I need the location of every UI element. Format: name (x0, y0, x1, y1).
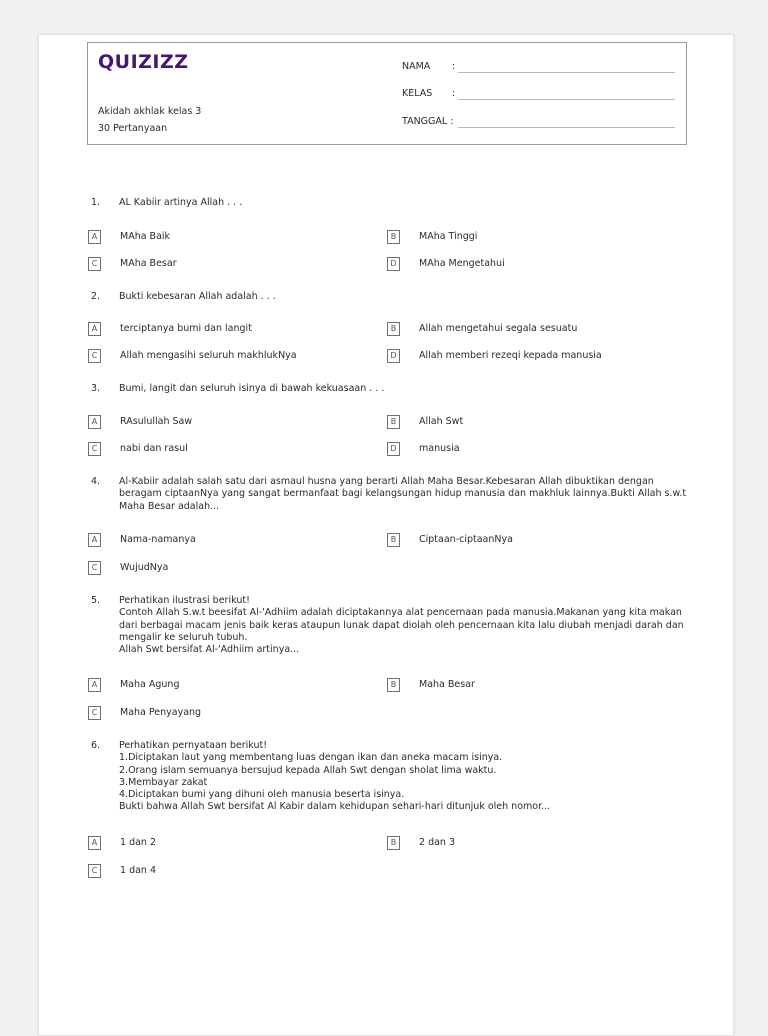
question-number: 4. (91, 476, 101, 487)
question-number: 6. (91, 740, 101, 751)
option-text: 1 dan 4 (120, 865, 157, 876)
option-letter-box: A (88, 533, 101, 547)
question-text: Perhatikan ilustrasi berikut! Contoh Allah S.w.t beesifat Al-'Adhiim adalah diciptakannya alat pencernaan pada manusia.Makanan yang kita makan dari berbagai macam jenis baik keras ataupun lunak dapat diolah oleh pencernaan kita lalu diubah menjadi darah dan mengalir ke seluruh tubuh. Allah Swt bersifat Al-'Adhiim artinya... (119, 595, 684, 656)
option-text: MAha Mengetahui (419, 258, 505, 269)
question-text: AL Kabiir artinya Allah . . . (119, 197, 243, 208)
option-letter-box: C (88, 706, 101, 720)
option-text: nabi dan rasul (120, 443, 188, 454)
quiz-title: Akidah akhlak kelas 3 (98, 106, 202, 117)
option-letter-box: C (88, 257, 101, 271)
class-label: KELAS (402, 88, 433, 99)
option-letter-box: A (88, 415, 101, 429)
option-letter-box: C (88, 349, 101, 363)
question-text: Al-Kabiir adalah salah satu dari asmaul husna yang berarti Allah Maha Besar.Kebesaran Allah dibuktikan dengan beragam ciptaanNya yang sangat bermanfaat bagi kelangsungan hidup manusia dan makhluk lainnya.Bukti Allah s.w.t Maha Besar adalah... (119, 476, 687, 512)
name-label: NAMA (402, 61, 431, 72)
option-text: Allah memberi rezeqi kepada manusia (419, 350, 602, 361)
option-text: terciptanya bumi dan langit (120, 323, 252, 334)
option-letter-box: B (387, 678, 400, 692)
option-text: RAsulullah Saw (120, 416, 193, 427)
option-text: Nama-namanya (120, 534, 196, 545)
option-text: WujudNya (120, 562, 169, 573)
option-letter-box: C (88, 442, 101, 456)
option-letter-box: B (387, 230, 400, 244)
header-box (87, 42, 687, 145)
option-text: Allah Swt (419, 416, 464, 427)
option-letter-box: D (387, 349, 400, 363)
option-text: MAha Baik (120, 231, 171, 242)
name-line[interactable] (458, 72, 675, 73)
option-letter-box: A (88, 836, 101, 850)
option-text: Maha Agung (120, 679, 180, 690)
option-letter-box: A (88, 230, 101, 244)
question-number: 1. (91, 197, 101, 208)
option-text: Maha Besar (419, 679, 475, 690)
option-letter-box: A (88, 678, 101, 692)
option-text: MAha Besar (120, 258, 177, 269)
question-text: Perhatikan pernyataan berikut! 1.Diciptakan laut yang membentang luas dengan ikan dan aneka macam isinya. 2.Orang islam semuanya bersujud kepada Allah Swt dengan sholat lima waktu. 3.Membayar zakat 4.Diciptakan bumi yang dihuni oleh manusia beserta isinya. Bukti bahwa Allah Swt bersifat Al Kabir dalam kehidupan sehari-hari ditunjuk oleh nomor... (119, 740, 551, 813)
question-count: 30 Pertanyaan (98, 123, 168, 134)
question-text: Bumi, langit dan seluruh isinya di bawah kekuasaan . . . (119, 383, 385, 394)
date-line[interactable] (458, 127, 675, 128)
question-number: 2. (91, 291, 101, 302)
option-text: Ciptaan-ciptaanNya (419, 534, 513, 545)
class-colon: : (452, 88, 456, 99)
option-text: Allah mengasihi seluruh makhlukNya (120, 350, 297, 361)
name-colon: : (452, 61, 456, 72)
option-letter-box: C (88, 561, 101, 575)
option-letter-box: D (387, 257, 400, 271)
question-text: Bukti kebesaran Allah adalah . . . (119, 291, 276, 302)
class-line[interactable] (458, 99, 675, 100)
worksheet-page (38, 34, 734, 1036)
option-text: Maha Penyayang (120, 707, 202, 718)
option-letter-box: B (387, 415, 400, 429)
option-text: MAha Tinggi (419, 231, 478, 242)
option-letter-box: D (387, 442, 400, 456)
date-label: TANGGAL : (402, 116, 454, 127)
option-letter-box: B (387, 836, 400, 850)
option-text: manusia (419, 443, 460, 454)
question-number: 3. (91, 383, 101, 394)
question-number: 5. (91, 595, 101, 606)
option-text: Allah mengetahui segala sesuatu (419, 323, 578, 334)
option-text: 1 dan 2 (120, 837, 157, 848)
option-letter-box: C (88, 864, 101, 878)
quizizz-logo: QUIZIZZ (98, 51, 189, 73)
option-letter-box: B (387, 322, 400, 336)
option-text: 2 dan 3 (419, 837, 456, 848)
option-letter-box: A (88, 322, 101, 336)
option-letter-box: B (387, 533, 400, 547)
